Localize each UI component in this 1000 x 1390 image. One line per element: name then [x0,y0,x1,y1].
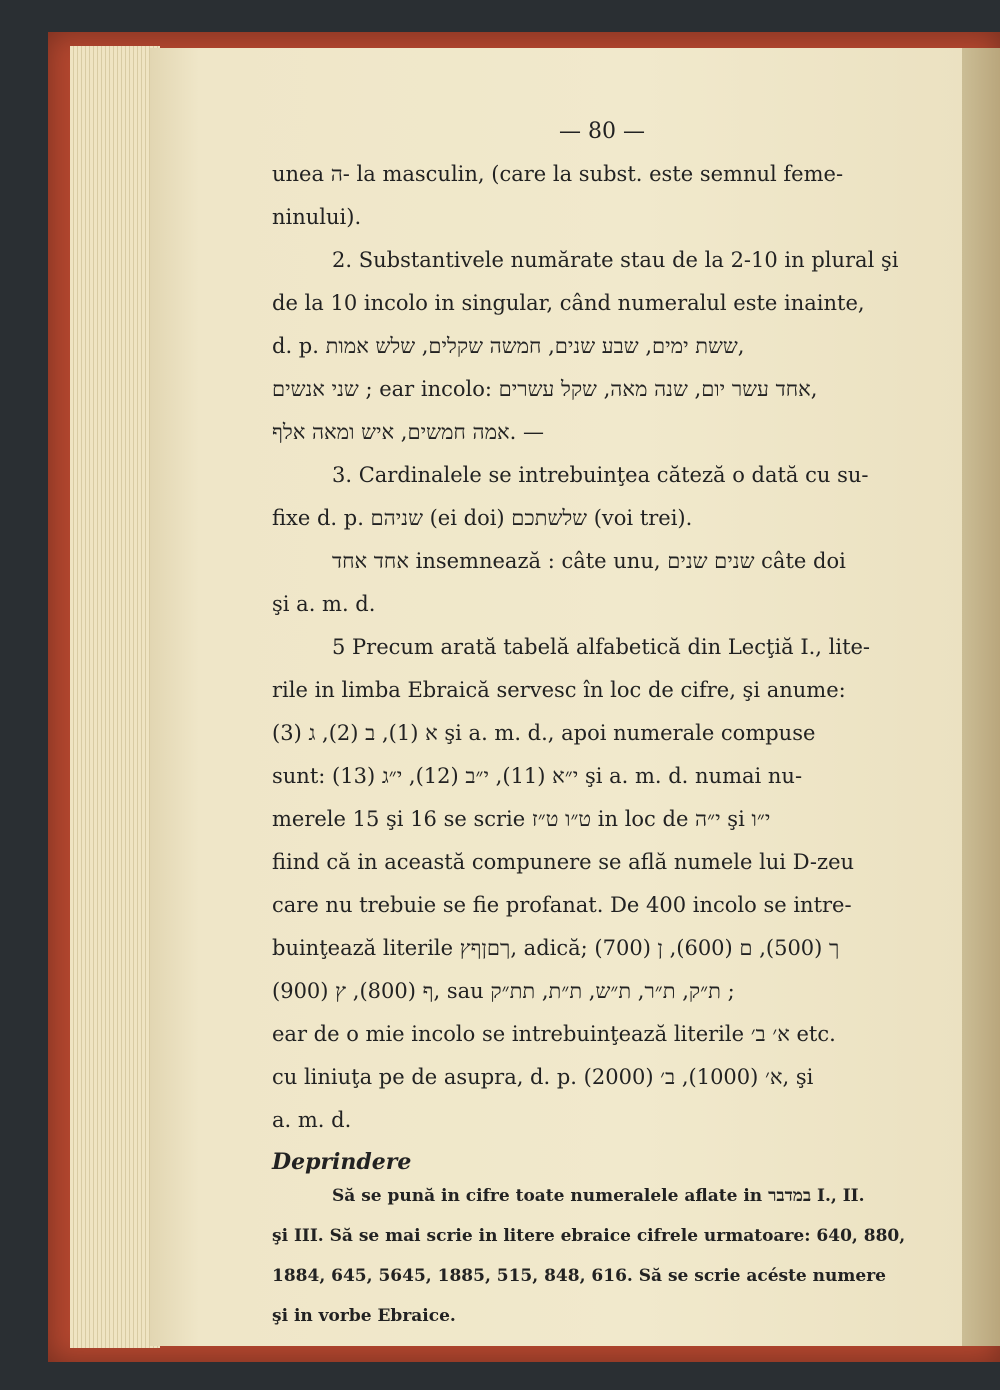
text-line: şi a. m. d. [272,592,376,616]
text-line: 2. Substantivele numărate stau de la 2-10 in plural şi [332,248,899,272]
text-line: buinţează literile ךםןףץ, adică; ך (500), ם (600), ן (700) [272,936,840,960]
book-page [150,48,965,1346]
text-line: 5 Precum arată tabelă alfabetică din Lecţiă I., lite- [332,635,871,659]
text-line: ear de o mie incolo se intrebuinţează literile א׳ ב׳ etc. [272,1022,836,1046]
text-line: a. m. d. [272,1108,352,1132]
text-line: ninului). [272,205,362,229]
text-line: care nu trebuie se fie profanat. De 400 incolo se intre- [272,893,852,917]
page-edges [70,46,160,1348]
exercise-line: 1884, 645, 5645, 1885, 515, 848, 616. Să se scrie acéste numere [272,1266,886,1286]
exercise-block [272,1176,912,1336]
text-line: ף (800), ץ (900), sau ת״ק, ת״ר, ת״ש, ת״ת, תת״ק ; [272,979,735,1003]
text-line: d. p. ששת ימים, שבע שנים, חמשה שקלים, שלש אמות, [272,334,745,358]
text-line: sunt: י״א (11), י״ב (12), י״ג (13) şi a. m. d. numai nu- [272,764,803,788]
text-line: א (1), ב (2), ג (3) şi a. m. d., apoi numerale compuse [272,721,816,745]
text-line: שני אנשים ; ear incolo: אחד עשר יום, שנה מאה, שקל עשרים, [272,377,818,401]
text-line: de la 10 incolo in singular, când numeralul este inainte, [272,291,865,315]
text-line: merele 15 şi 16 se scrie ט״ו ט״ז in loc de י״ה şi י״ו [272,807,771,831]
page-number: — 80 — [559,119,645,144]
text-line: unea ה- la masculin, (care la subst. este semnul feme- [272,162,844,186]
exercise-line: Să se pună in cifre toate numeralele aflate in במדבר I., II. [332,1186,865,1206]
exercise-title: Deprindere [272,1149,412,1175]
text-line: rile in limba Ebraică servesc în loc de cifre, şi anume: [272,678,846,702]
text-line: אחד אחד insemnează : câte unu, שנים שנים câte doi [332,549,846,573]
text-line: אמה חמשים, איש ומאה אלף. — [272,420,545,444]
text-line: fixe d. p. שניהם (ei doi) שלשתכם (voi trei). [272,506,693,530]
text-line: cu liniuţa pe de asupra, d. p. א׳ (1000), ב׳ (2000), şi [272,1065,814,1089]
text-line: fiind că in această compunere se află numele lui D-zeu [272,850,855,874]
page-gutter [962,48,1000,1346]
page-text [272,110,912,1336]
text-line: 3. Cardinalele se intrebuinţea căteză o dată cu su- [332,463,869,487]
exercise-line: şi in vorbe Ebraice. [272,1306,456,1326]
exercise-line: şi III. Să se mai scrie in litere ebraice cifrele urmatoare: 640, 880, [272,1226,906,1246]
